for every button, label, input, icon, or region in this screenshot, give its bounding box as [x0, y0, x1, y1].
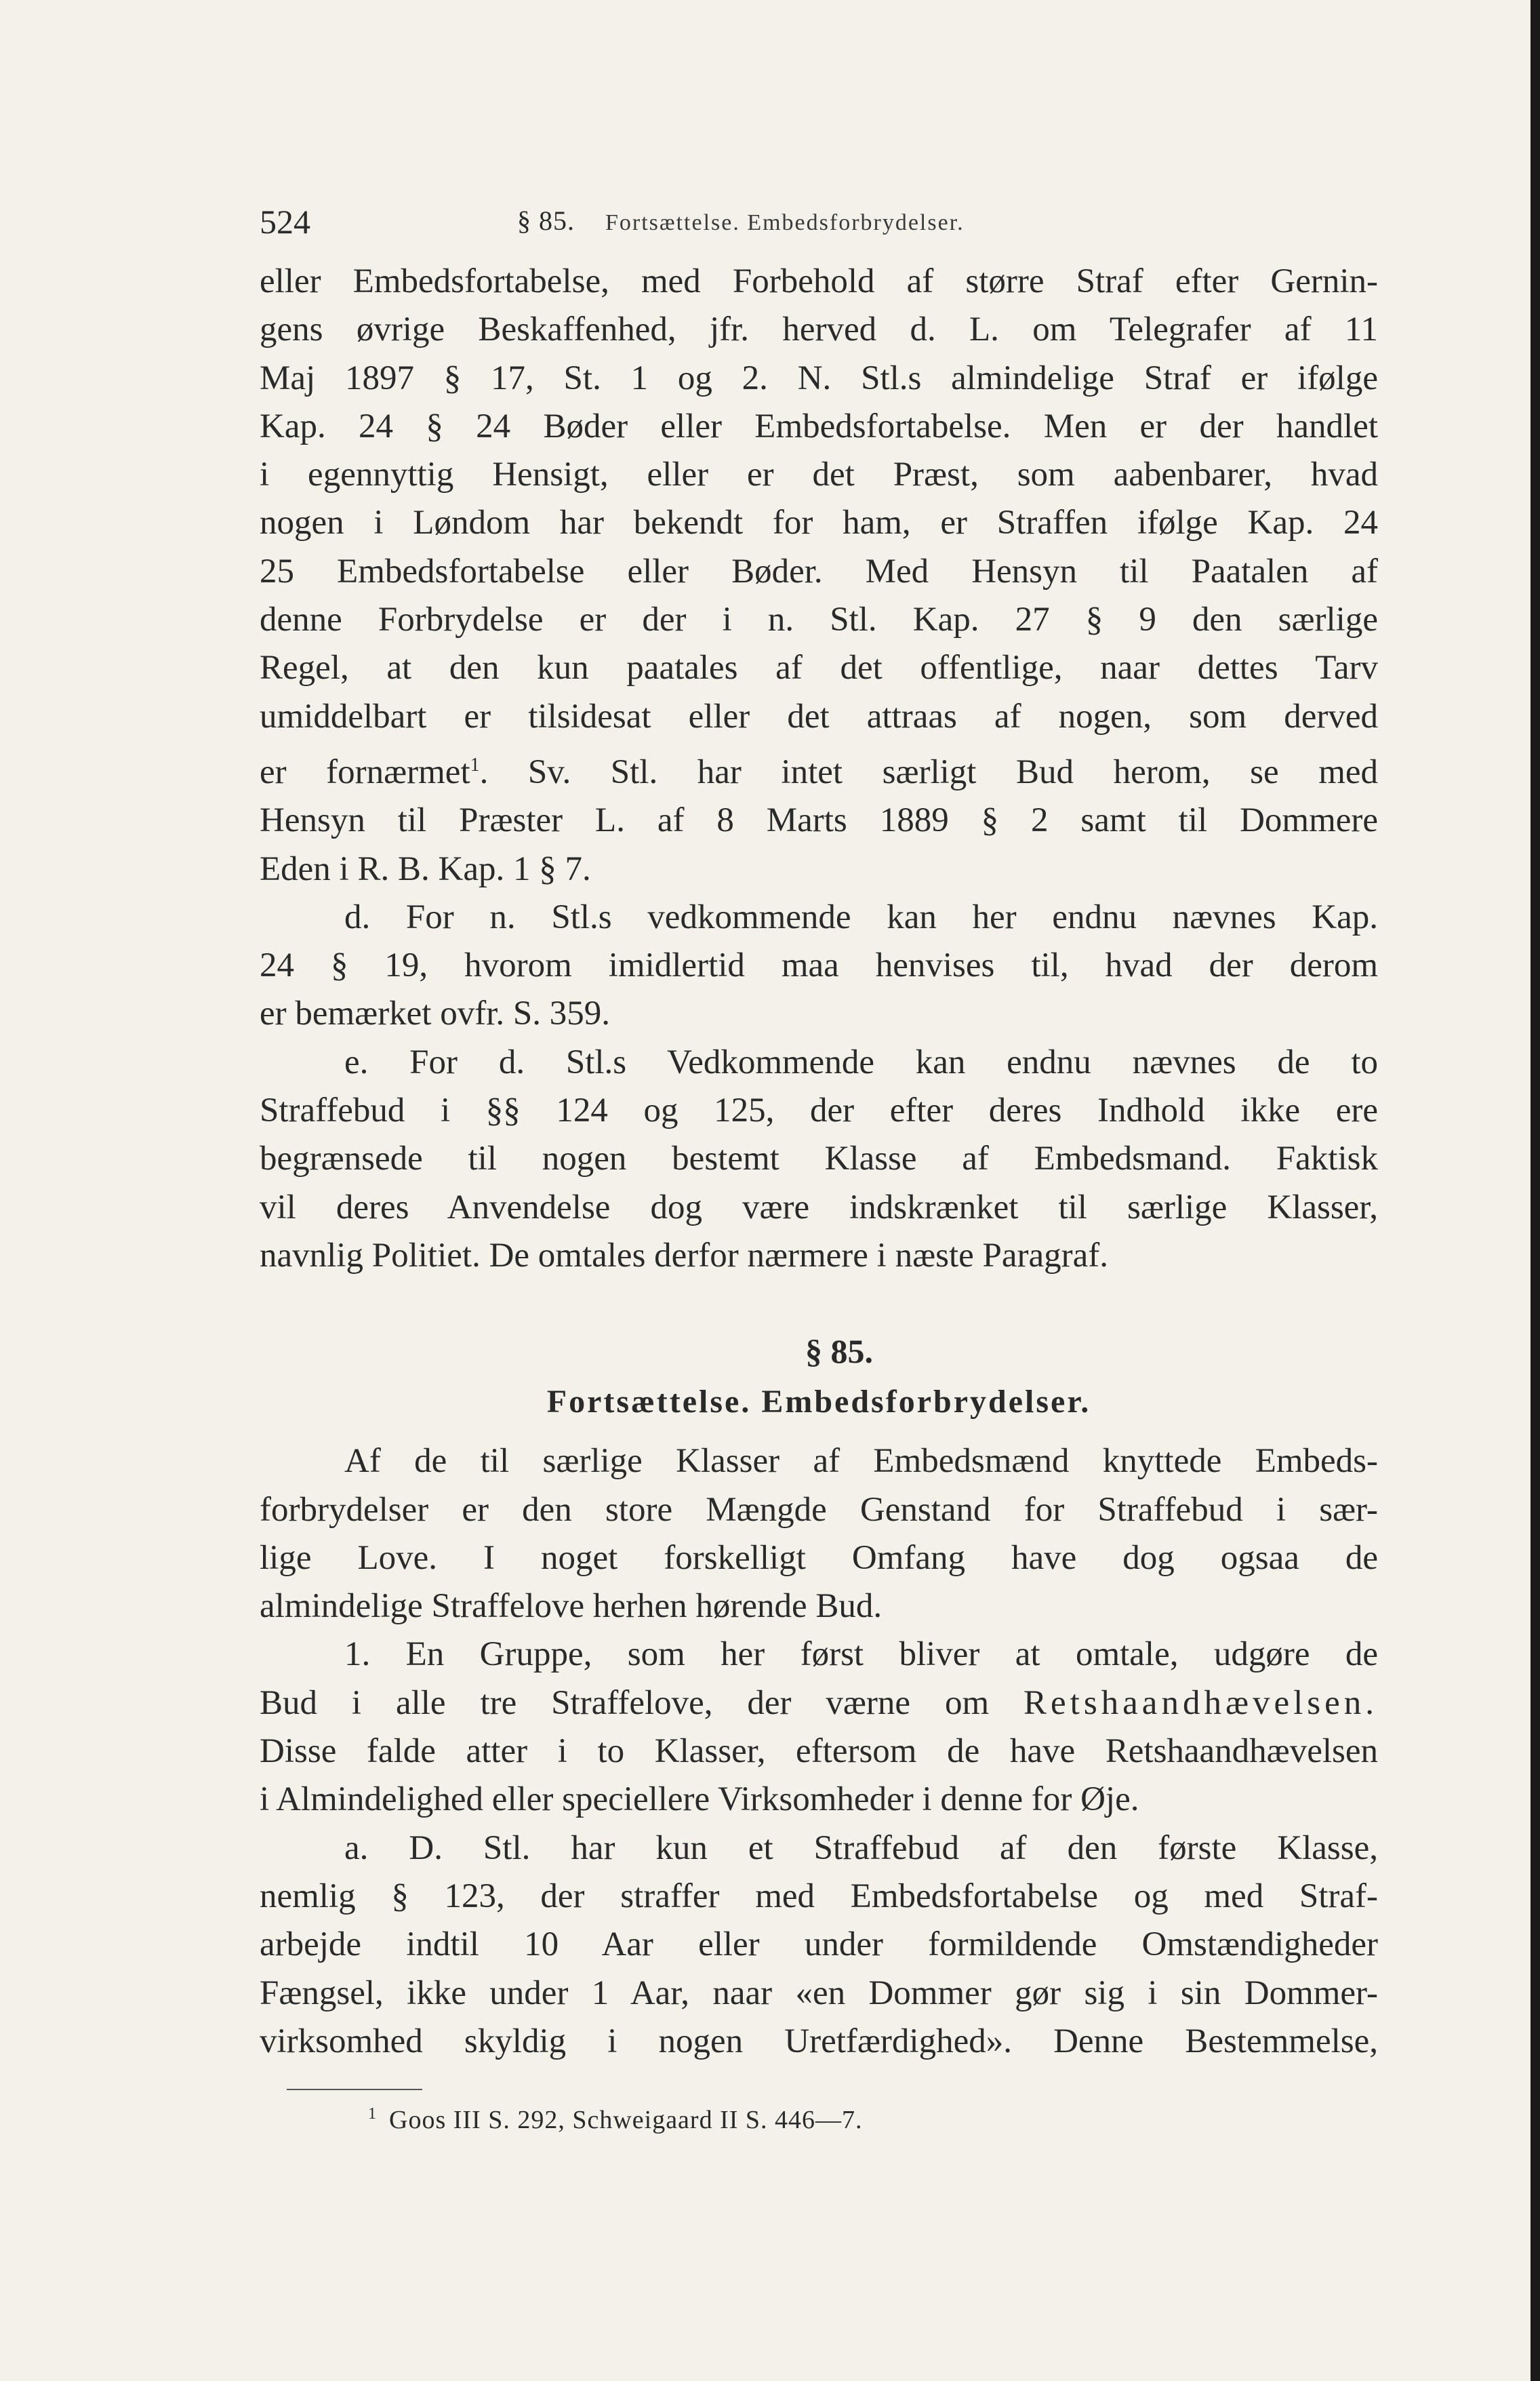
footnote-reference: 1 — [470, 754, 480, 776]
text-fragment: . Sv. Stl. har intet særligt Bud herom, se med — [479, 753, 1378, 791]
text-fragment: Bud i alle tre Straffelove, der værne om — [260, 1683, 990, 1722]
paragraph-1 — [260, 1630, 1378, 1824]
text-line: a. D. Stl. har kun et Straffebud af den første Klasse, — [344, 1828, 1378, 1867]
paragraph-continued — [260, 258, 1378, 894]
footnote-divider — [287, 2089, 422, 2090]
text-line: er bemærket ovfr. S. 359. — [260, 995, 610, 1033]
text-line: denne Forbrydelse er der i n. Stl. Kap. 27 § 9 den særlige — [260, 601, 1378, 639]
footnote — [260, 2105, 1378, 2135]
text-line: vil deres Anvendelse dog være indskrænket til særlige Klasser, — [260, 1188, 1378, 1226]
text-line: 1. En Gruppe, som her først bliver at omtale, udgøre de — [344, 1635, 1378, 1674]
text-line: begrænsede til nogen bestemt Klasse af Embedsmand. Faktisk — [260, 1140, 1378, 1178]
text-line: i egennyttig Hensigt, eller er det Præst, som aabenbarer, hvad — [260, 456, 1378, 494]
text-line: virksomhed skyldig i nogen Uretfærdighed». Denne Bestemmelse, — [260, 2022, 1378, 2060]
text-line — [260, 741, 1378, 797]
paragraph-d — [260, 894, 1378, 1039]
footnote-marker: 1 — [368, 2105, 377, 2123]
header-title: Fortsættelse. Embedsforbrydelser. — [605, 210, 965, 235]
text-line — [260, 1679, 1378, 1727]
scan-edge — [1531, 0, 1540, 2381]
text-line: Eden i R. B. Kap. 1 § 7. — [260, 849, 591, 888]
section-heading-number: § 85. — [805, 1332, 873, 1371]
text-line: i Almindelighed eller speciellere Virksomheder i denne for Øje. — [260, 1780, 1139, 1819]
text-line: gens øvrige Beskaffenhed, jfr. herved d. L. om Telegrafer af 11 — [260, 311, 1378, 349]
text-line: d. For n. Stl.s vedkommende kan her endnu nævnes Kap. — [344, 898, 1378, 936]
text-line: Disse falde atter i to Klasser, eftersom de have Retshaandhævelsen — [260, 1732, 1378, 1771]
text-line: e. For d. Stl.s Vedkommende kan endnu nævnes de to — [344, 1043, 1378, 1081]
text-line: navnlig Politiet. De omtales derfor nærmere i næste Paragraf. — [260, 1236, 1108, 1275]
paragraph-a — [260, 1824, 1378, 2066]
paragraph-e — [260, 1039, 1378, 1280]
text-line: 24 § 19, hvorom imidlertid maa henvises til, hvad der derom — [260, 946, 1378, 985]
text-line: Regel, at den kun paatales af det offentlige, naar dettes Tarv — [260, 649, 1378, 687]
text-line: lige Love. I noget forskelligt Omfang have dog ogsaa de — [260, 1538, 1378, 1577]
text-line: forbrydelser er den store Mængde Genstand for Straffebud i sær- — [260, 1490, 1378, 1529]
text-line: Maj 1897 § 17, St. 1 og 2. N. Stl.s almindelige Straf er ifølge — [260, 359, 1378, 397]
text-line: Kap. 24 § 24 Bøder eller Embedsfortabelse. Men er der handlet — [260, 407, 1378, 445]
text-line: Straffebud i §§ 124 og 125, der efter deres Indhold ikke ere — [260, 1092, 1378, 1130]
text-line: almindelige Straffelove herhen hørende Bud. — [260, 1587, 883, 1626]
text-line: nogen i Løndom har bekendt for ham, er Straffen ifølge Kap. 24 — [260, 504, 1378, 542]
text-line: Fængsel, ikke under 1 Aar, naar «en Dommer gør sig i sin Dommer- — [260, 1974, 1378, 2012]
paragraph-intro — [260, 1437, 1378, 1630]
text-line: Hensyn til Præster L. af 8 Marts 1889 § 2 samt til Dommere — [260, 801, 1378, 840]
spaced-term: Retshaandhævelsen. — [1024, 1683, 1378, 1722]
text-line: nemlig § 123, der straffer med Embedsfortabelse og med Straf- — [260, 1877, 1378, 1915]
text-line: umiddelbart er tilsidesat eller det attraas af nogen, som derved — [260, 697, 1378, 736]
page-number: 524 — [260, 203, 310, 241]
text-fragment: er fornærmet — [260, 753, 470, 791]
section-heading-title: Fortsættelse. Embedsforbrydelser. — [546, 1384, 1091, 1420]
footnote-text: Goos III S. 292, Schweigaard II S. 446—7. — [389, 2106, 863, 2135]
running-header — [260, 197, 1378, 258]
document-page — [260, 197, 1378, 2135]
header-section: § 85. — [517, 205, 575, 236]
text-line: eller Embedsfortabelse, med Forbehold af større Straf efter Gernin- — [260, 262, 1378, 300]
text-line: 25 Embedsfortabelse eller Bøder. Med Hensyn til Paatalen af — [260, 552, 1378, 591]
text-line: arbejde indtil 10 Aar eller under formildende Omstændigheder — [260, 1925, 1378, 1964]
text-line: Af de til særlige Klasser af Embedsmænd knyttede Embeds- — [344, 1442, 1378, 1481]
